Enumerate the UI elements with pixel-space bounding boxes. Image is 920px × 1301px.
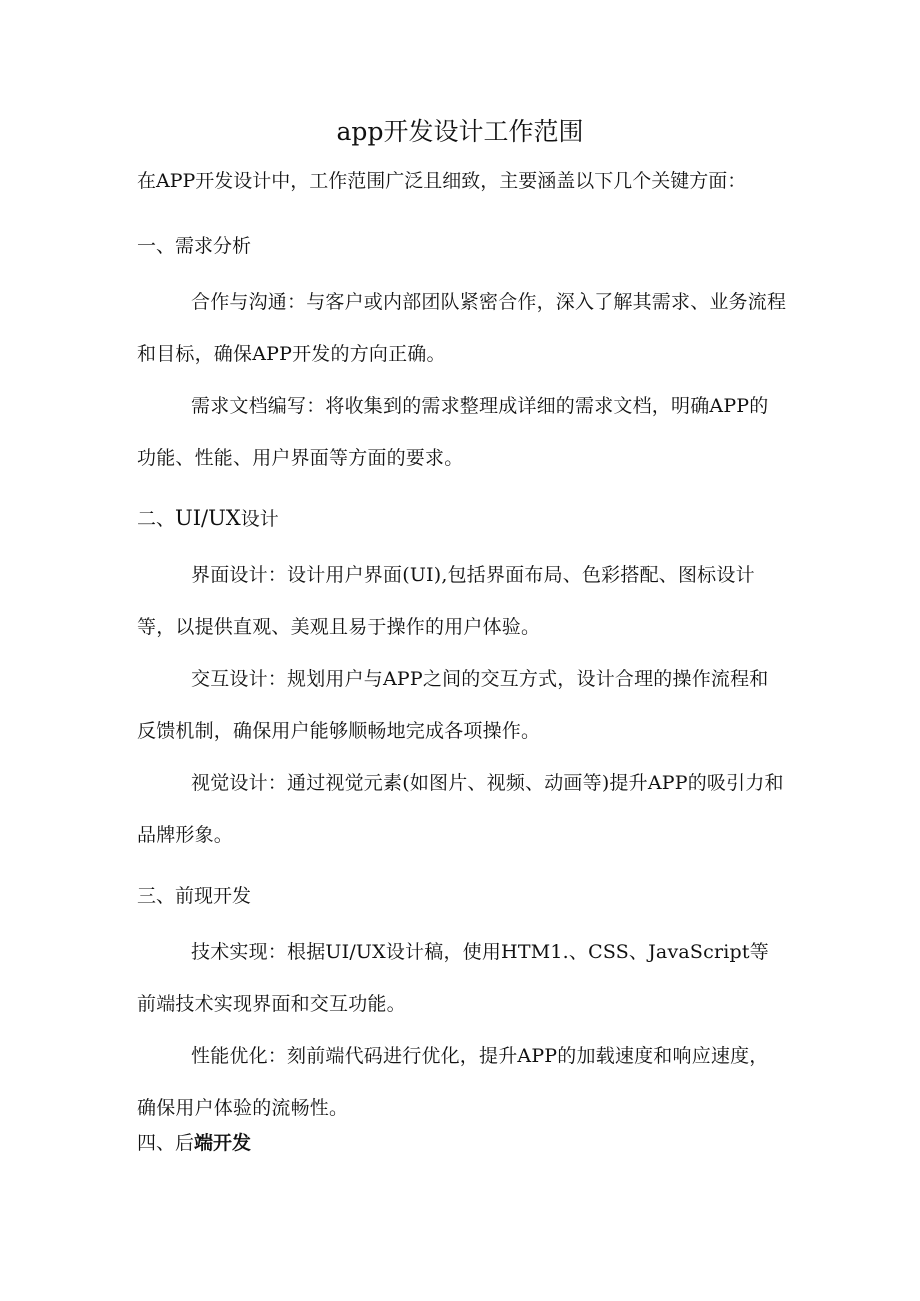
heading-prefix: 二、 [137,508,176,530]
heading-bold-part: 端开发 [194,1132,252,1154]
paragraph-performance-optimization: 性能优化：刻前端代码进行优化，提升APP的加载速度和响应速度，确保用户体验的流畅性。 [137,1045,769,1119]
paragraph-interaction-design: 交互设计：规划用户与APP之间的交互方式，设计合理的操作流程和反馈机制，确保用户能够顺畅地完成各项操作。 [137,668,769,742]
section-heading-frontend: 三、前现开发 [137,885,252,907]
paragraph-interface-design: 界面设计：设计用户界面(UI),包括界面布局、色彩搭配、图标设计等，以提供直观、美观且易于操作的用户体验。 [137,564,755,638]
document-title: app开发设计工作范围 [336,117,584,146]
heading-prefix: 四、后 [137,1132,195,1154]
heading-latin: UI/UX [175,506,241,530]
section-heading-backend [137,1128,251,1158]
section-heading-uiux [137,503,279,534]
heading-suffix: 设计 [240,508,279,530]
section-heading-requirements: 一、需求分析 [137,235,252,257]
paragraph-requirement-docs: 需求文档编写：将收集到的需求整理成详细的需求文档，明确APP的功能、性能、用户界面等方面的要求。 [137,395,769,469]
intro-paragraph: 在APP开发设计中，工作范围广泛且细致，主要涵盖以下几个关键方面： [137,170,747,192]
paragraph-technical-implementation: 技术实现：根据UI/UX设计稿，使用HTM1.、CSS、JavaScript等前端技术实现界面和交互功能。 [137,941,769,1015]
paragraph-visual-design: 视觉设计：通过视觉元素(如图片、视频、动画等)提升APP的吸引力和品牌形象。 [137,772,784,846]
paragraph-communication: 合作与沟通：与客户或内部团队紧密合作，深入了解其需求、业务流程和目标，确保APP开发的方向正确。 [137,291,787,365]
